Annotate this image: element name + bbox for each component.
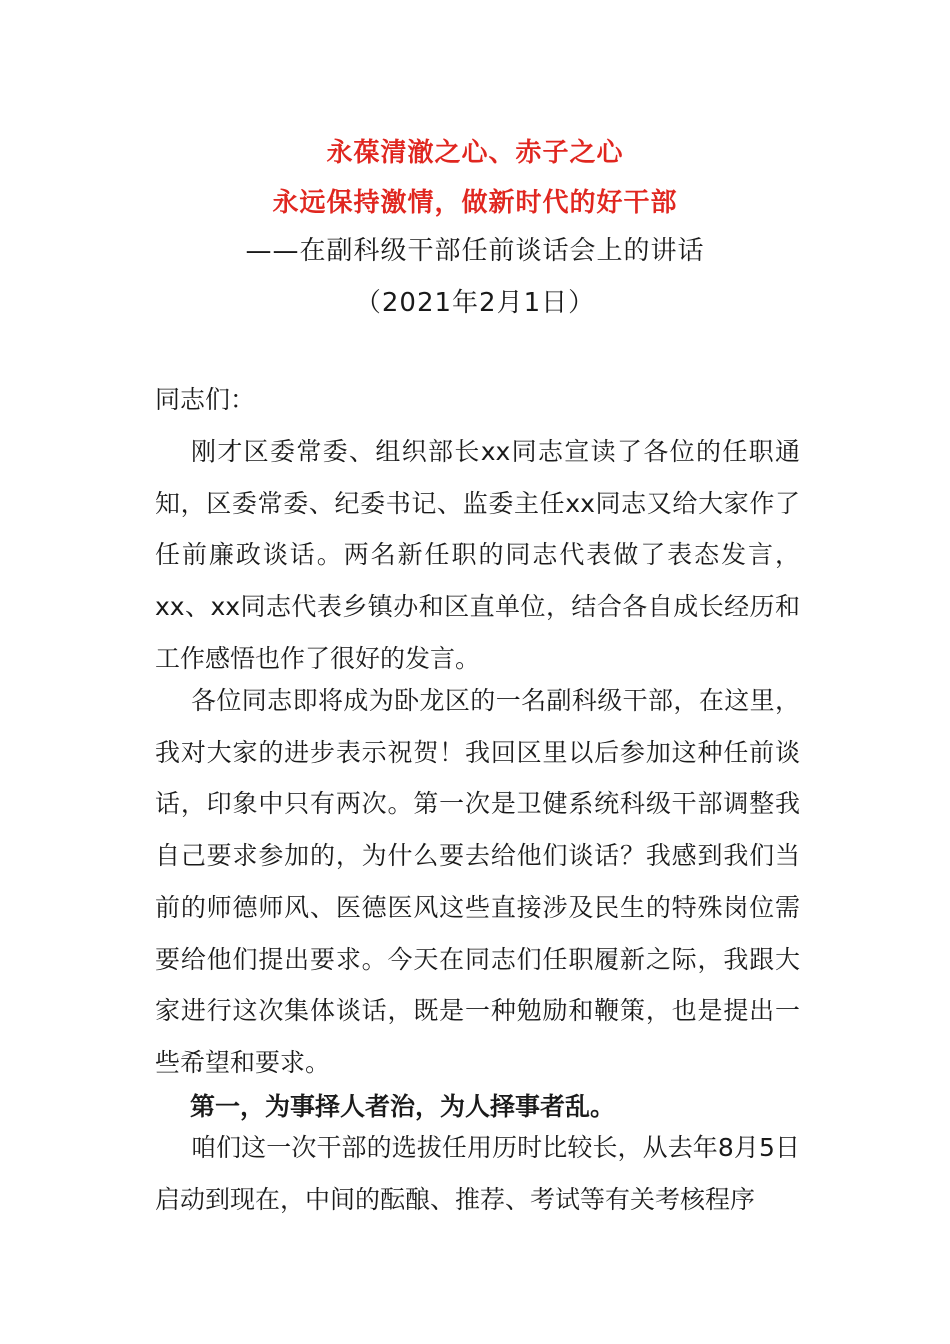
- document-title-line2: 永远保持激情，做新时代的好干部: [272, 188, 678, 218]
- document-date: （2021年2月1日）: [354, 288, 596, 318]
- document-title-line1: 永葆清澈之心、赤子之心: [326, 138, 624, 168]
- section-heading-1: 第一，为事择人者治，为人择事者乱。: [190, 1092, 616, 1121]
- paragraph-1: 刚才区委常委、组织部长xx同志宣读了各位的任职通知，区委常委、纪委书记、监委主任xx同志又给大家作了任前廉政谈话。两名新任职的同志代表做了表态发言，xx、xx同志代表乡镇办和区直单位，结合各自成长经历和工作感悟也作了很好的发言。: [155, 437, 800, 673]
- paragraph-3: 咱们这一次干部的选拔任用历时比较长，从去年8月5日启动到现在，中间的酝酿、推荐、考试等有关考核程序: [155, 1133, 800, 1214]
- document-subtitle: ——在副科级干部任前谈话会上的讲话: [245, 236, 705, 266]
- paragraph-2: 各位同志即将成为卧龙区的一名副科级干部，在这里，我对大家的进步表示祝贺！我回区里以后参加这种任前谈话，印象中只有两次。第一次是卫健系统科级干部调整我自己要求参加的，为什么要去给他们谈话？我感到我们当前的师德师风、医德医风这些直接涉及民生的特殊岗位需要给他们提出要求。今天在同志们任职履新之际，我跟大家进行这次集体谈话，既是一种勉励和鞭策，也是提出一些希望和要求。: [155, 686, 800, 1077]
- salutation: 同志们：: [155, 385, 256, 414]
